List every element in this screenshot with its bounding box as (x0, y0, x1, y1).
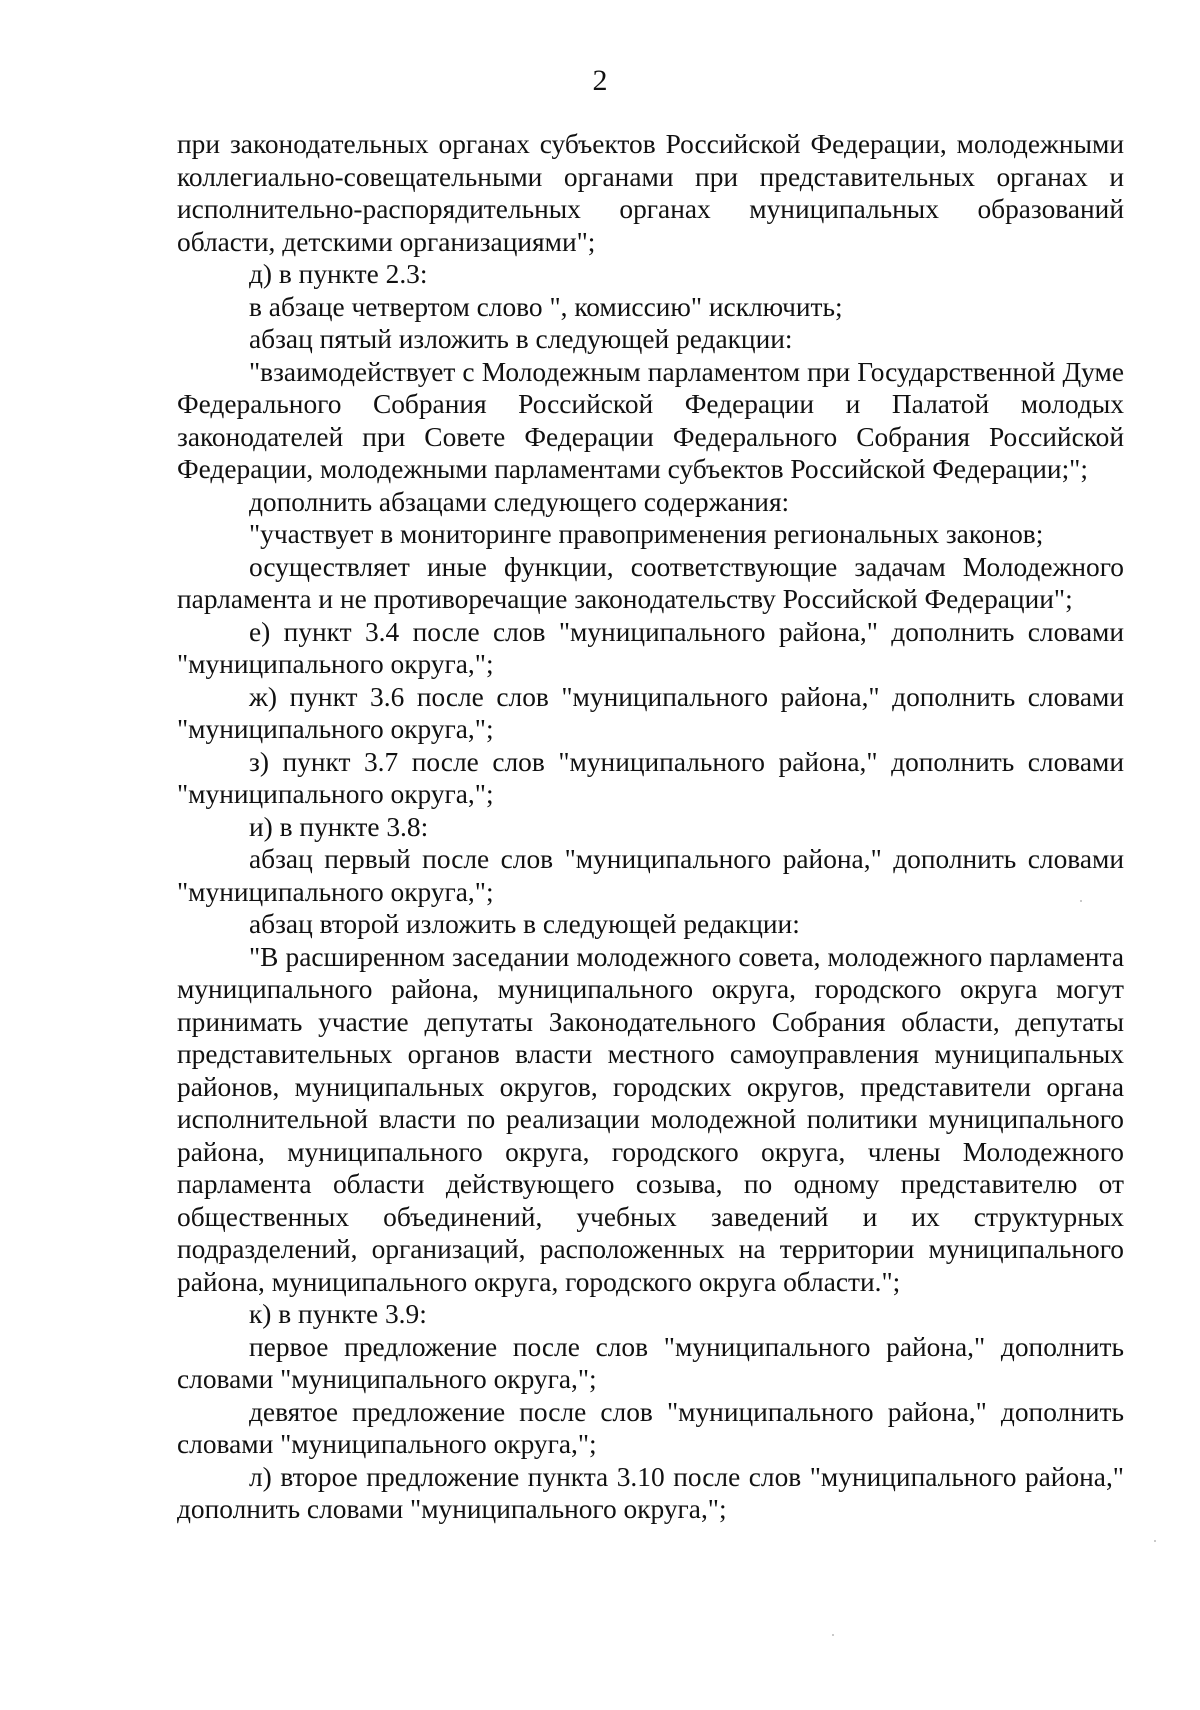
paragraph: абзац пятый изложить в следующей редакции: (249, 324, 793, 354)
page-number: 2 (592, 64, 608, 97)
paragraph: е) пункт 3.4 после слов "муниципального района," дополнить словами "муниципального округа,"; (177, 616, 1124, 679)
paragraph: "взаимодействует с Молодежным парламентом при Государственной Думе Федерального Собрания Российской Федерации и Палатой молодых законодателей при Совете Федерации Федерального Собрания Российской Федерации, молодежными парламентами субъектов Российской Федерации;"; (177, 356, 1124, 484)
paragraph: девятое предложение после слов "муниципального района," дополнить словами "муниципального округа,"; (177, 1396, 1124, 1459)
paragraph: л) второе предложение пункта 3.10 после слов "муниципального района," дополнить словами "муниципального округа,"; (177, 1461, 1124, 1524)
paragraph: з) пункт 3.7 после слов "муниципального района," дополнить словами "муниципального округа,"; (177, 746, 1124, 809)
scan-speck (1080, 900, 1082, 902)
paragraph: осуществляет иные функции, соответствующие задачам Молодежного парламента и не противоречащие законодательству Российской Федерации"; (177, 551, 1124, 614)
paragraph: и) в пункте 3.8: (249, 811, 429, 842)
scan-speck (832, 1634, 834, 1636)
scan-speck (1154, 1540, 1156, 1542)
paragraph: дополнить абзацами следующего содержания: (249, 486, 790, 517)
paragraph: "участвует в мониторинге правоприменения региональных законов; (249, 519, 1044, 549)
paragraph: ж) пункт 3.6 после слов "муниципального района," дополнить словами "муниципального округа,"; (177, 681, 1124, 744)
paragraph: первое предложение после слов "муниципального района," дополнить словами "муниципального округа,"; (177, 1331, 1124, 1394)
paragraph: при законодательных органах субъектов Российской Федерации, молодежными коллегиально-совещательными органами при представительных органах и исполнительно-распорядительных органах муниципальных образований области, детскими организациями"; (177, 129, 1124, 257)
paragraph: абзац второй изложить в следующей редакции: (249, 909, 800, 939)
paragraph: абзац первый после слов "муниципального района," дополнить словами "муниципального округа,"; (177, 844, 1124, 907)
paragraph: "В расширенном заседании молодежного совета, молодежного парламента муниципального района, муниципального округа, городского округа могут принимать участие депутаты Законодательного Собрания области, депутаты представительных органов власти местного самоуправления муниципальных районов, муниципальных округов, городских округов, представители органа исполнительной власти по реализации молодежной политики муниципального района, муниципального округа, городского округа, члены Молодежного парламента области действующего созыва, по одному представителю от общественных объединений, учебных заведений и их структурных подразделений, организаций, расположенных на территории муниципального района, муниципального округа, городского округа области."; (177, 941, 1124, 1297)
paragraph: д) в пункте 2.3: (249, 259, 428, 289)
paragraph: в абзаце четвертом слово ", комиссию" исключить; (249, 291, 843, 322)
document-body (177, 128, 1124, 1526)
paragraph: к) в пункте 3.9: (249, 1299, 427, 1329)
